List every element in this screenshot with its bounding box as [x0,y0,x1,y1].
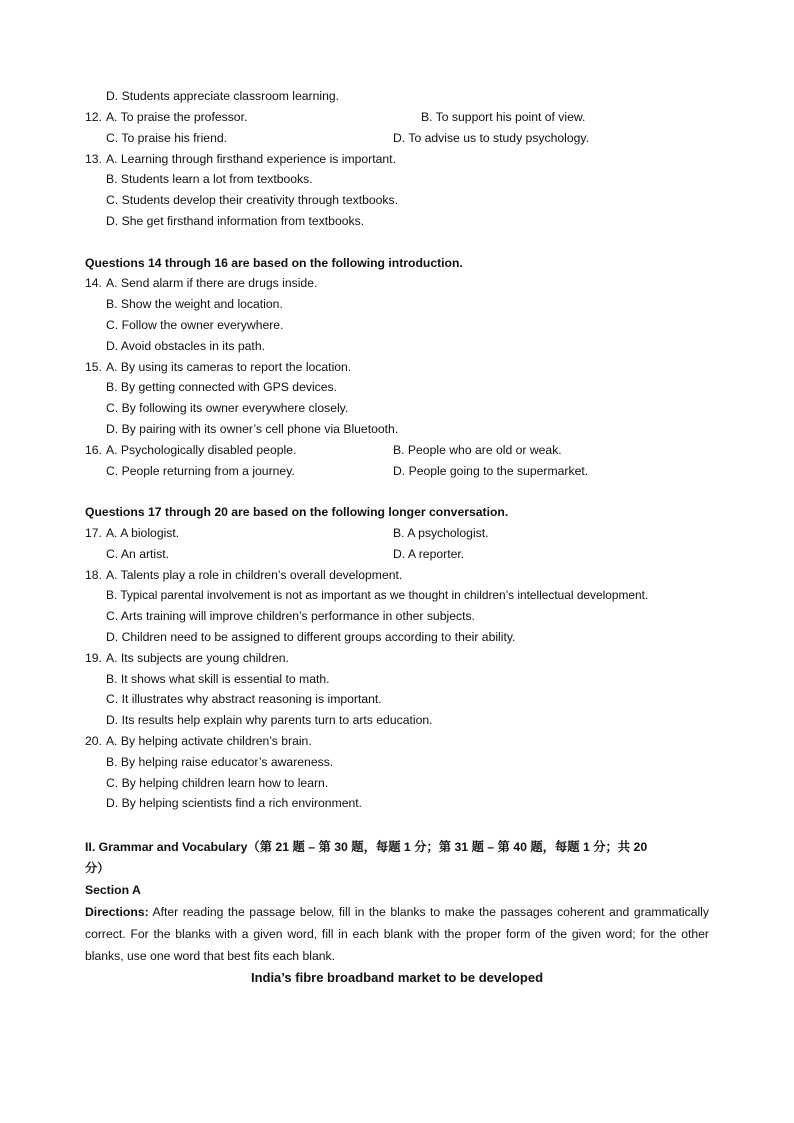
q17-option-d: D. A reporter. [393,547,465,561]
q13-option-a: A. Learning through firsthand experience is important. [106,152,396,166]
q20-option-a: A. By helping activate children’s brain. [106,734,312,748]
q12-option-a: A. To praise the professor. [106,110,248,124]
q11-option-d: D. Students appreciate classroom learning. [106,89,340,103]
q16-number: 16. [85,443,102,457]
q12-option-d: D. To advise us to study psychology. [393,131,590,145]
q18-option-d: D. Children need to be assigned to different groups according to their ability. [106,630,516,644]
q14-option-c: C. Follow the owner everywhere. [106,318,284,332]
q19-number: 19. [85,651,102,665]
q12-option-c: C. To praise his friend. [106,131,228,145]
q20-option-c: C. By helping children learn how to learn. [106,776,329,790]
q20-option-b: B. By helping raise educator’s awareness. [106,755,334,769]
q14-option-a: A. Send alarm if there are drugs inside. [106,276,318,290]
q19-option-a: A. Its subjects are young children. [106,651,289,665]
q20-number: 20. [85,734,102,748]
q15-option-d: D. By pairing with its owner’s cell phone via Bluetooth. [106,422,399,436]
q18-number: 18. [85,568,102,582]
q14-option-d: D. Avoid obstacles in its path. [106,339,265,353]
q13-option-d: D. She get firsthand information from textbooks. [106,214,365,228]
q17-number: 17. [85,526,102,540]
q18-option-a: A. Talents play a role in children’s overall development. [106,568,403,582]
q17-option-a: A. A biologist. [106,526,180,540]
q15-option-b: B. By getting connected with GPS devices. [106,380,338,394]
q16-option-c: C. People returning from a journey. [106,464,295,478]
directions-paragraph [85,901,709,967]
q17-option-c: C. An artist. [106,547,169,561]
section-2-heading-line2: 分） [85,861,110,875]
q12-number: 12. [85,110,102,124]
q19-option-c: C. It illustrates why abstract reasoning is important. [106,692,382,706]
q19-option-d: D. Its results help explain why parents turn to arts education. [106,713,433,727]
directions-label: Directions: [85,905,149,919]
q14-option-b: B. Show the weight and location. [106,297,283,311]
passage-title: India’s fibre broadband market to be developed [250,970,544,985]
directions-text: After reading the passage below, fill in the blanks to make the passages coherent and grammatically correct. For the blanks with a given word, fill in each blank with the proper form of the given word; for the other blanks, use one word that best fits each blank. [85,905,709,963]
intro-questions-17-20: Questions 17 through 20 are based on the following longer conversation. [85,505,509,519]
q18-option-b: B. Typical parental involvement is not as important as we thought in children’s intellectual development. [106,588,649,602]
q17-option-b: B. A psychologist. [393,526,489,540]
q16-option-d: D. People going to the supermarket. [393,464,589,478]
q18-option-c: C. Arts training will improve children’s performance in other subjects. [106,609,475,623]
q12-option-b: B. To support his point of view. [421,110,586,124]
q13-option-c: C. Students develop their creativity through textbooks. [106,193,398,207]
q16-option-a: A. Psychologically disabled people. [106,443,297,457]
q13-option-b: B. Students learn a lot from textbooks. [106,172,313,186]
section-2-heading-line1: II. Grammar and Vocabulary（第 21 题 – 第 30 题，每题 1 分；第 31 题 – 第 40 题，每题 1 分；共 20 [85,840,648,854]
q13-number: 13. [85,152,102,166]
intro-questions-14-16: Questions 14 through 16 are based on the following introduction. [85,256,463,270]
q14-number: 14. [85,276,102,290]
q20-option-d: D. By helping scientists find a rich environment. [106,796,363,810]
q16-option-b: B. People who are old or weak. [393,443,562,457]
section-a-label: Section A [85,883,141,897]
q15-number: 15. [85,360,102,374]
q19-option-b: B. It shows what skill is essential to math. [106,672,330,686]
q15-option-c: C. By following its owner everywhere closely. [106,401,349,415]
q15-option-a: A. By using its cameras to report the location. [106,360,352,374]
